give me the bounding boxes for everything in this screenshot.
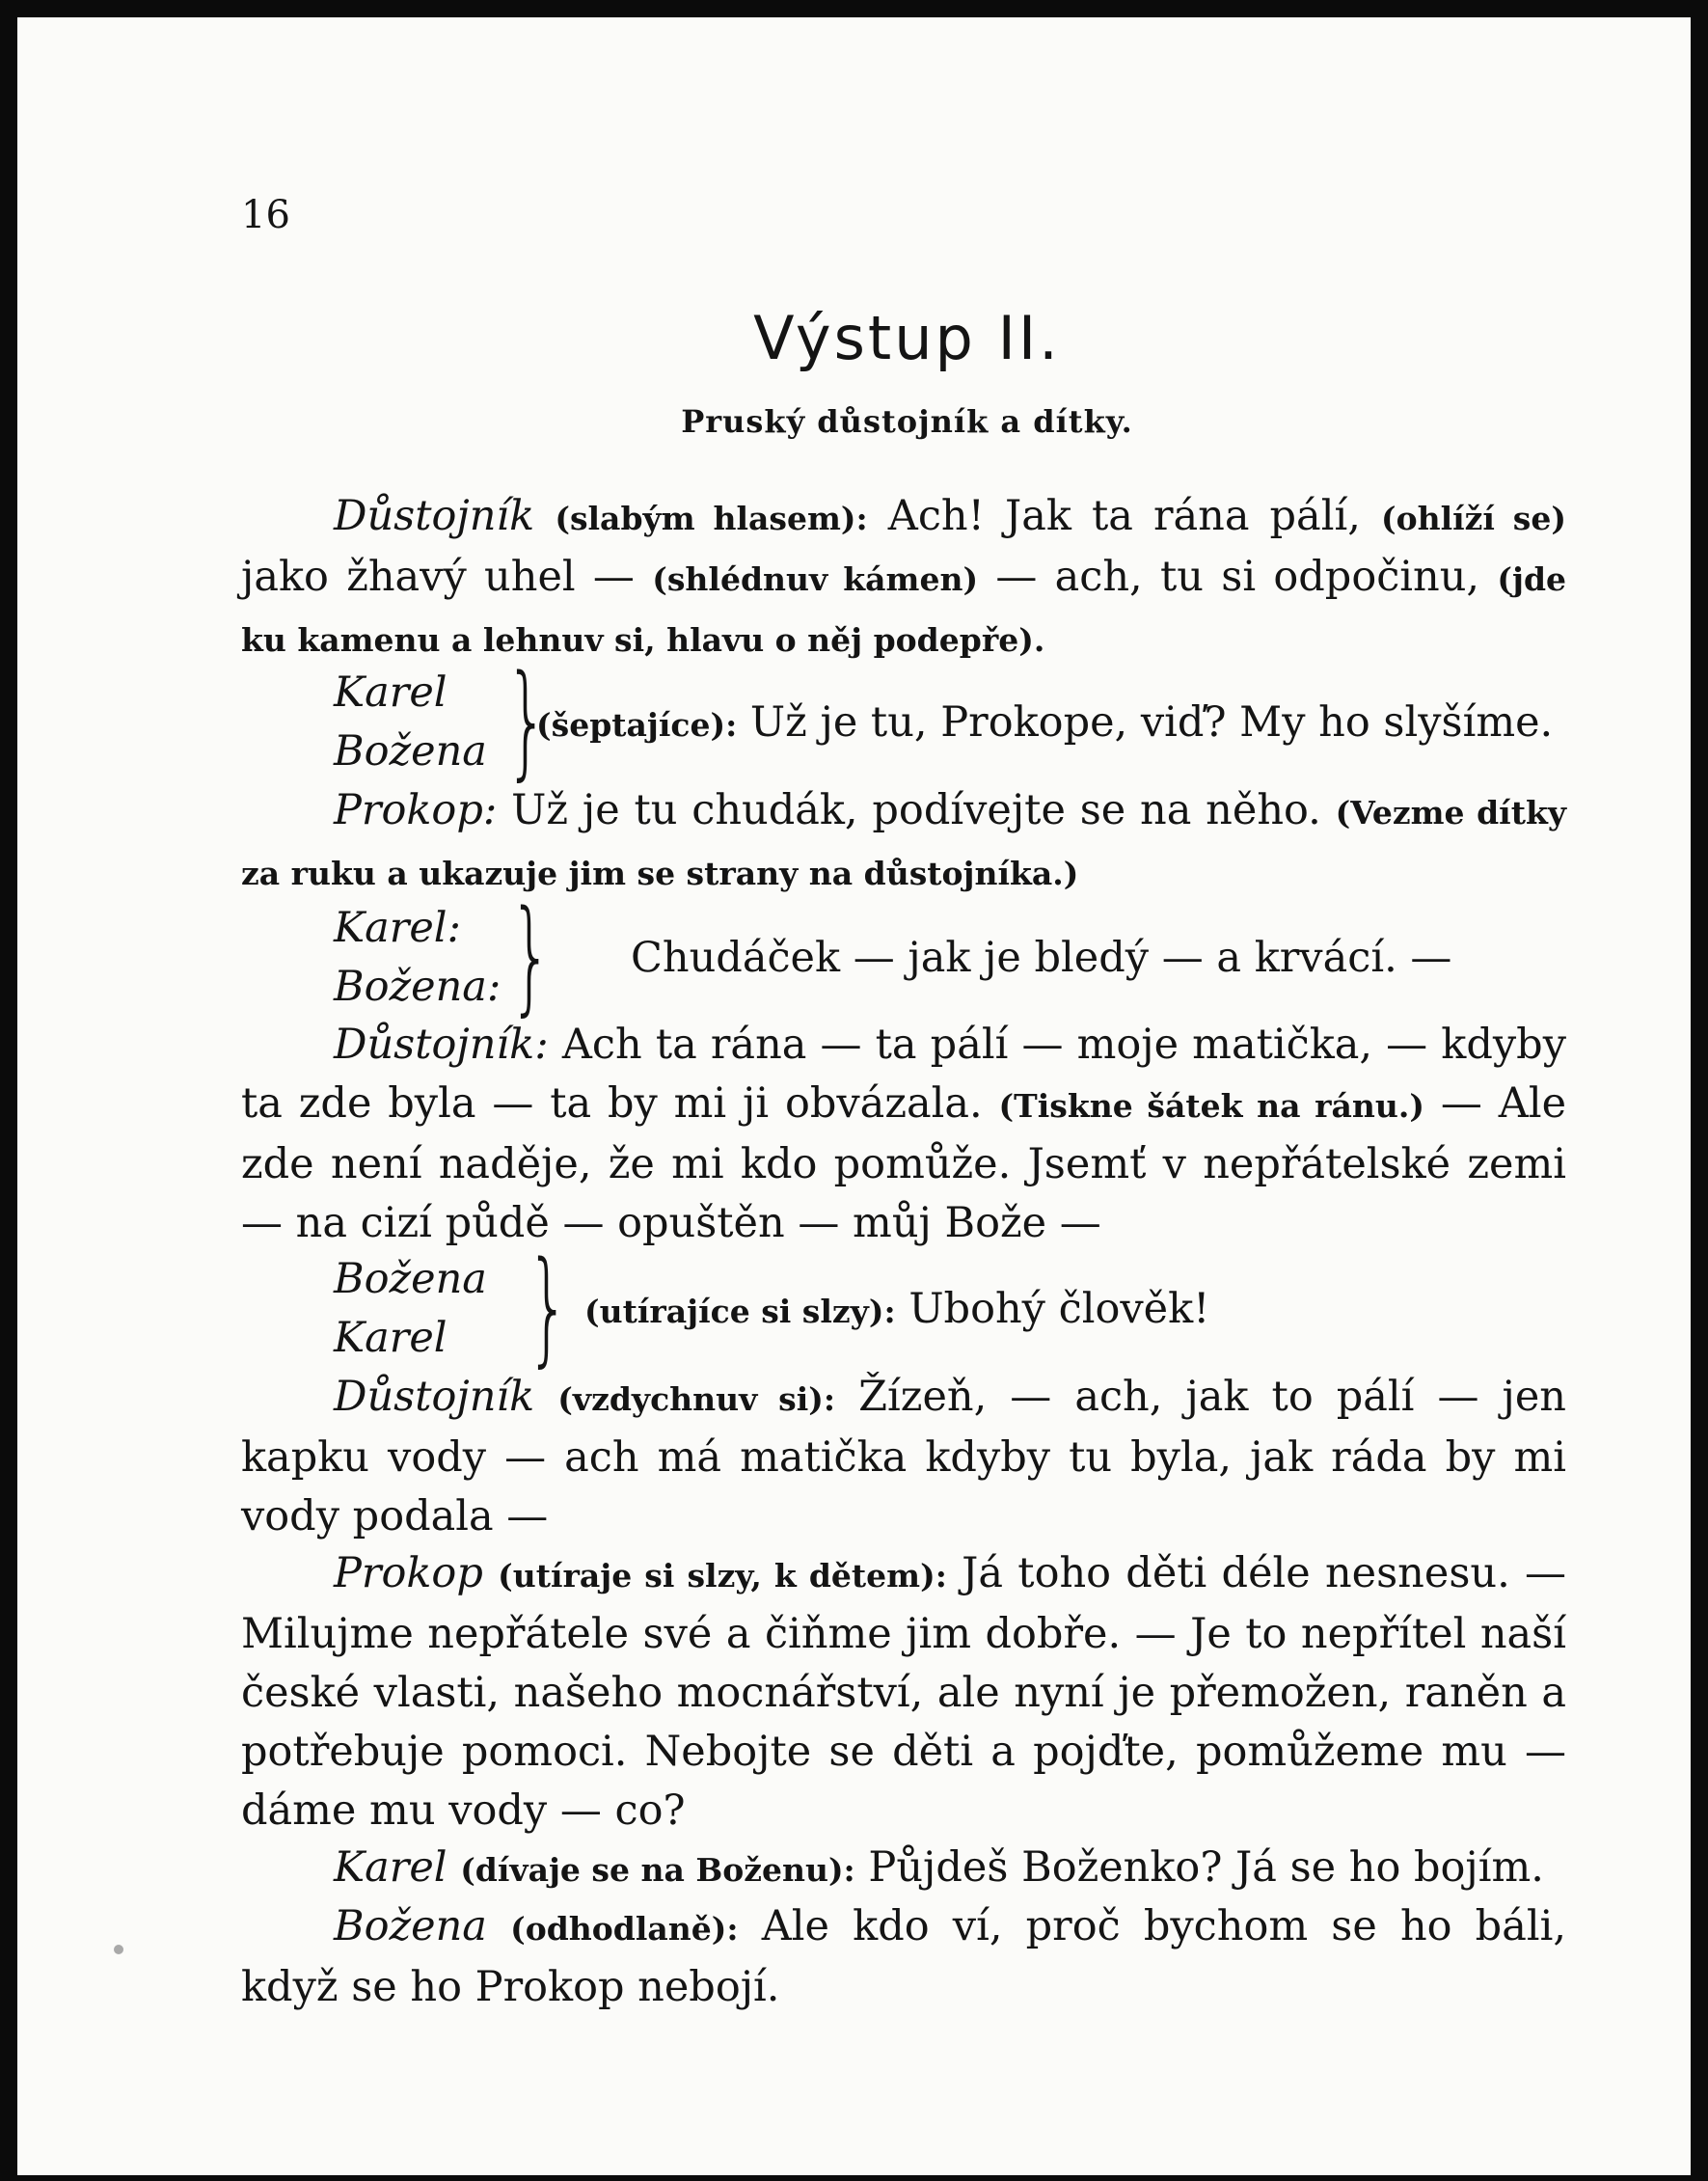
- speaker-name: Karel: [334, 1314, 447, 1362]
- dialogue-karel-bozena-2: [334, 885, 1566, 1028]
- speaker-names: [334, 899, 501, 1017]
- curly-brace: }: [527, 1236, 570, 1379]
- speaker-name: Důstojník: [334, 1373, 535, 1421]
- speaker-name: Důstojník: [334, 492, 535, 540]
- page-number: 16: [241, 193, 290, 237]
- dialogue-text: Ubohý člověk!: [908, 1285, 1210, 1333]
- stage-direction: (vzdychnuv si):: [557, 1380, 836, 1418]
- dialogue-line: [584, 1280, 1209, 1341]
- dialogue-text: Chudáček — jak je bledý — a krvácí. —: [631, 934, 1452, 982]
- stage-direction: (odhodlaně):: [510, 1910, 739, 1948]
- speaker-names: [334, 664, 487, 781]
- dialogue-text: — ach, tu si odpočinu,: [995, 553, 1480, 601]
- paper-smudge: [114, 1945, 123, 1954]
- dialogue-text: Půjdeš Boženko? Já se ho bojím.: [868, 1843, 1544, 1892]
- book-page: [17, 17, 1691, 2175]
- dialogue-text: Ach! Jak ta rána pálí,: [887, 492, 1361, 540]
- dialogue-karel-bozena-1: [334, 649, 1566, 793]
- dialogue-text: — Ale zde není naděje, že mi kdo pomůže. Jsemť v nepřátelské zemi — na cizí půdě — opuštěn — můj Bože —: [241, 1079, 1567, 1247]
- dialogue-text: Žízeň, — ach, jak to pálí — jen kapku vody — ach má matička kdyby tu byla, jak ráda by mi vody podala —: [241, 1373, 1566, 1540]
- dialogue-officer-2: [241, 1016, 1566, 1253]
- speaker-name: Karel: [334, 1843, 447, 1892]
- speaker-name: Božena: [334, 1902, 487, 1950]
- dialogue-officer-1: [241, 487, 1566, 669]
- scene-title: Výstup II.: [753, 303, 1061, 373]
- dialogue-bozena-3: [241, 1897, 1566, 2017]
- speaker-name: Prokop:: [334, 786, 498, 834]
- scene-subtitle: Pruský důstojník a dítky.: [681, 403, 1133, 440]
- stage-direction: (ohlíží se): [1380, 500, 1566, 537]
- dialogue-text: Ale kdo ví, proč bychom se ho báli, když se ho Prokop nebojí.: [241, 1902, 1567, 2011]
- speaker-name: Prokop: [334, 1549, 483, 1597]
- stage-direction: (utíraje si slzy, k dětem):: [498, 1557, 947, 1595]
- curly-brace: }: [509, 885, 553, 1028]
- speaker-name: Božena:: [334, 963, 502, 1011]
- speaker-name: Karel:: [334, 904, 462, 952]
- dialogue-text: Už je tu, Prokope, viď? My ho slyšíme.: [749, 698, 1554, 747]
- curly-brace: }: [505, 649, 549, 793]
- dialogue-officer-3: [241, 1368, 1566, 1546]
- speaker-names: [334, 1250, 487, 1368]
- dialogue-line: [536, 694, 1553, 754]
- stage-direction: (utírajíce si slzy):: [584, 1293, 896, 1330]
- dialogue-text: Už je tu chudák, podívejte se na něho.: [511, 786, 1321, 834]
- dialogue-prokop-1: [241, 781, 1566, 903]
- stage-direction: (Vezme dítky za ruku a ukazuje jim se strany na důstojníka.): [241, 794, 1567, 892]
- stage-direction: (Tiskne šátek na ránu.): [998, 1087, 1425, 1125]
- dialogue-text: jako žhavý uhel —: [241, 553, 635, 601]
- stage-direction: (šeptajíce):: [536, 706, 738, 744]
- dialogue-text: Já toho děti déle nesnesu. — Milujme nepřátele své a čiňme jim dobře. — Je to nepřítel naší české vlasti, našeho mocnářství, ale nyní je přemožen, raněn a potřebuje pomoci. Nebojte se děti a pojďte, pomůžeme mu — dáme mu vody — co?: [241, 1549, 1567, 1835]
- stage-direction: (jde ku kamenu a lehnuv si, hlavu o něj podepře).: [241, 560, 1567, 659]
- stage-direction: (dívaje se na Boženu):: [460, 1851, 855, 1889]
- speaker-name: Božena: [334, 1255, 487, 1303]
- dialogue-karel-3: [241, 1839, 1566, 1899]
- dialogue-bozena-karel: [334, 1236, 1566, 1379]
- dialogue-text: Ach ta rána — ta pálí — moje matička, — kdyby ta zde byla — ta by mi ji obvázala.: [241, 1021, 1567, 1128]
- speaker-name: Důstojník:: [334, 1021, 549, 1069]
- speaker-name: Božena: [334, 727, 487, 776]
- stage-direction: (shlédnuv kámen): [652, 560, 979, 598]
- dialogue-prokop-2: [241, 1544, 1566, 1840]
- dialogue-line: [631, 929, 1451, 988]
- speaker-name: Karel: [334, 668, 447, 717]
- stage-direction: (slabým hlasem):: [555, 500, 868, 537]
